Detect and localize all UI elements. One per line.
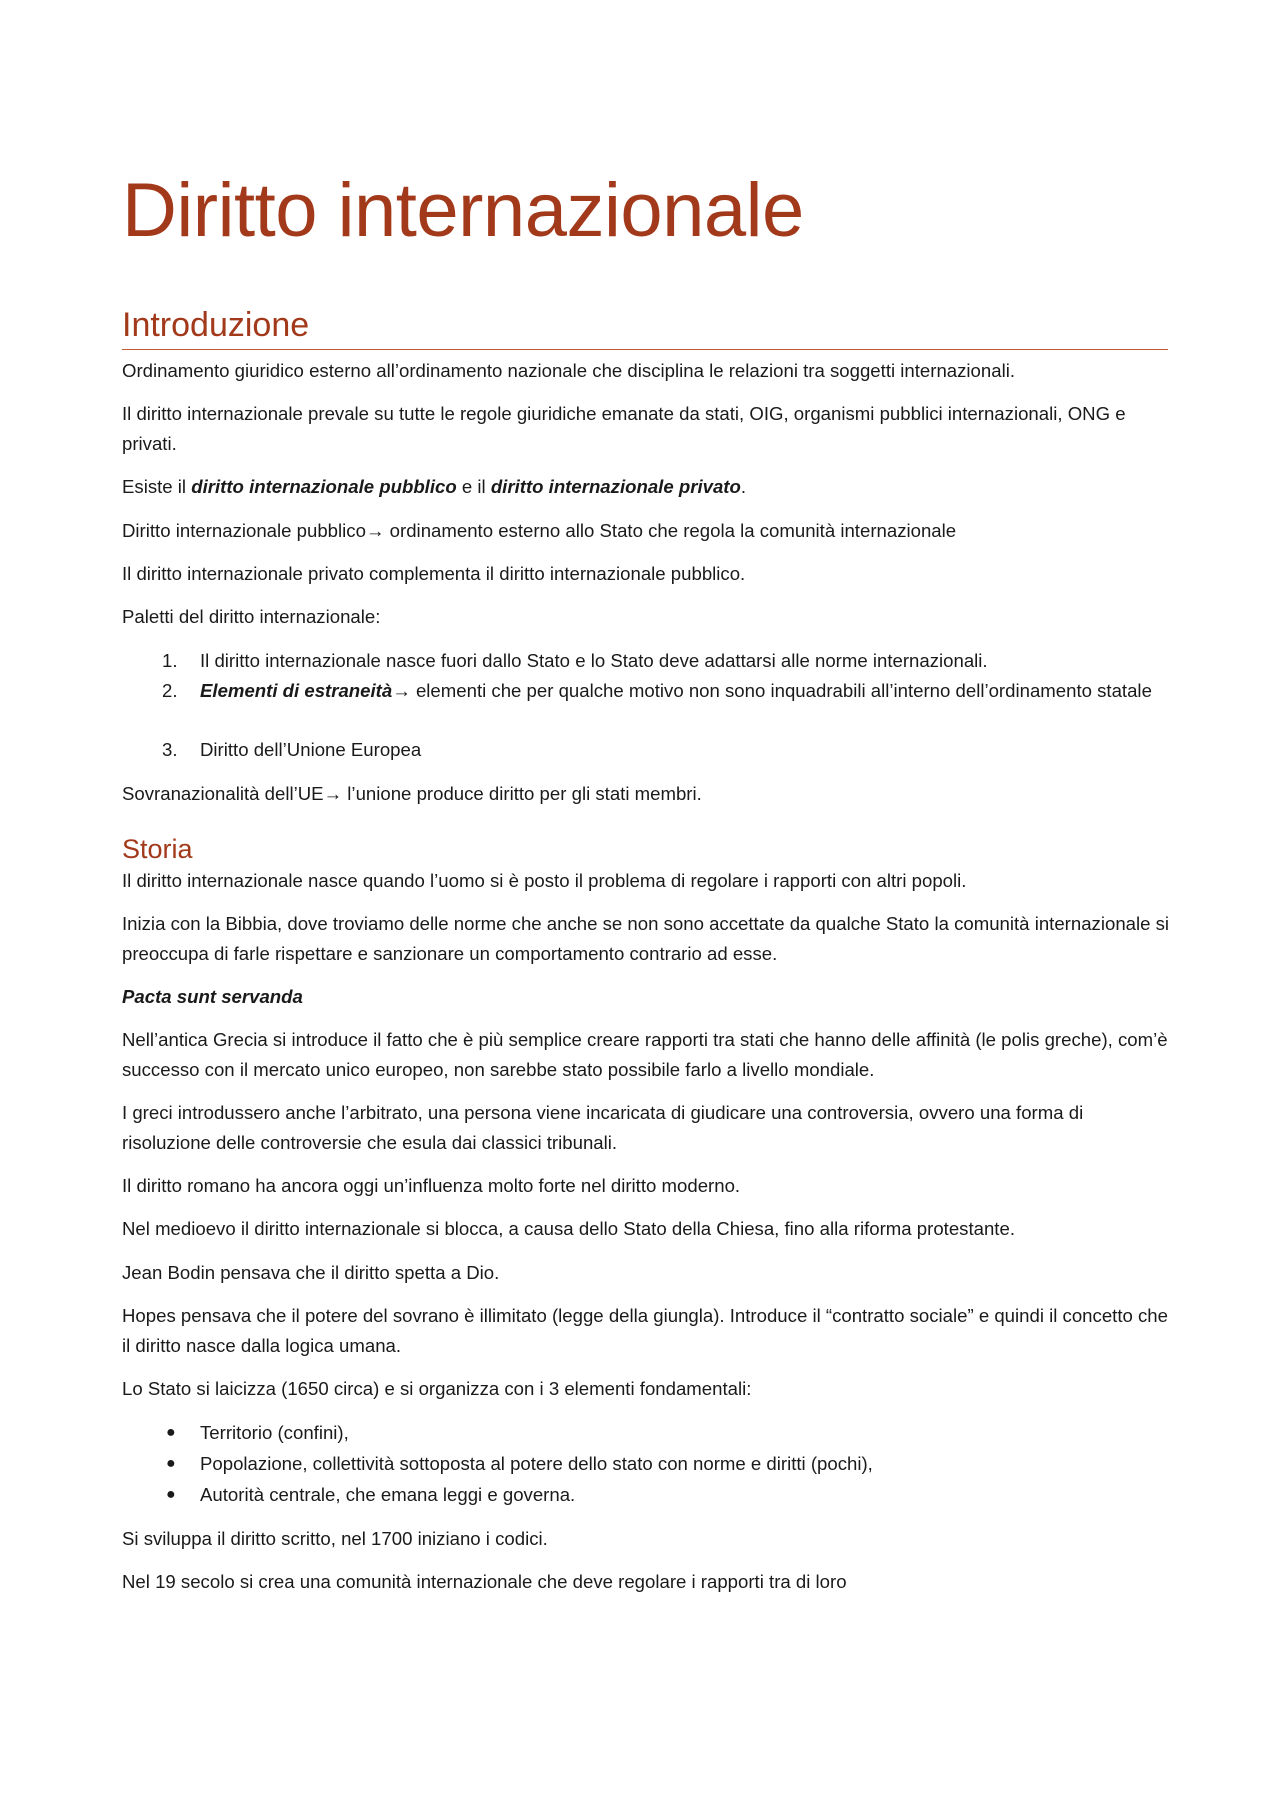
storia-paragraph-2: Inizia con la Bibbia, dove troviamo delle norme che anche se non sono accettate da qualche Stato la comunità internazionale si preoccupa di farle rispettare e sanzionare un comportamento contrario ad esse. bbox=[122, 913, 1170, 964]
storia-paragraph-6: Il diritto romano ha ancora oggi un’influenza molto forte nel diritto moderno. bbox=[122, 1175, 741, 1196]
list-item-text: Popolazione, collettività sottoposta al potere dello stato con norme e diritti (pochi), bbox=[200, 1453, 873, 1474]
emphasis-public-law: diritto internazionale pubblico bbox=[191, 476, 457, 497]
text-run: e il bbox=[456, 476, 491, 497]
text-run: . bbox=[740, 476, 747, 497]
bullet-icon: ● bbox=[166, 1455, 176, 1472]
heading-introduzione: Introduzione bbox=[122, 304, 1168, 350]
bullet-list-item bbox=[166, 1418, 1160, 1448]
storia-paragraph-9: Hopes pensava che il potere del sovrano è illimitato (legge della giungla). Introduce il “contratto sociale” e quindi il concetto che il diritto nasce dalla logica umana. bbox=[122, 1305, 1168, 1356]
numbered-list-item bbox=[162, 735, 1160, 765]
storia-latin-phrase: Pacta sunt servanda bbox=[122, 986, 303, 1007]
storia-paragraph-12: Nel 19 secolo si crea una comunità internazionale che deve regolare i rapporti tra di loro bbox=[122, 1571, 847, 1592]
list-item-text: Autorità centrale, che emana leggi e governa. bbox=[200, 1484, 576, 1505]
list-number: 3. bbox=[162, 739, 178, 760]
intro-paragraph-7: Sovranazionalità dell’UE→ l’unione produce diritto per gli stati membri. bbox=[122, 783, 702, 804]
list-item-text: Territorio (confini), bbox=[200, 1422, 349, 1443]
bullet-list-item bbox=[166, 1449, 1160, 1479]
storia-paragraph-10: Lo Stato si laicizza (1650 circa) e si organizza con i 3 elementi fondamentali: bbox=[122, 1378, 752, 1399]
bullet-icon: ● bbox=[166, 1486, 176, 1503]
numbered-list-item bbox=[162, 676, 1160, 706]
storia-paragraph-8: Jean Bodin pensava che il diritto spetta a Dio. bbox=[122, 1262, 500, 1283]
storia-paragraph-11: Si sviluppa il diritto scritto, nel 1700 iniziano i codici. bbox=[122, 1528, 548, 1549]
document-title: Diritto internazionale bbox=[122, 168, 804, 253]
list-number: 1. bbox=[162, 650, 178, 671]
numbered-list-item bbox=[162, 646, 1160, 676]
storia-paragraph-5: I greci introdussero anche l’arbitrato, una persona viene incaricata di giudicare una controversia, ovvero una forma di risoluzione delle controversie che esula dai classici tribunali. bbox=[122, 1102, 1084, 1153]
intro-paragraph-6: Paletti del diritto internazionale: bbox=[122, 606, 381, 627]
list-number: 2. bbox=[162, 680, 178, 701]
storia-paragraph-1: Il diritto internazionale nasce quando l’uomo si è posto il problema di regolare i rapporti con altri popoli. bbox=[122, 870, 967, 891]
emphasis-private-law: diritto internazionale privato bbox=[490, 476, 741, 497]
intro-paragraph-5: Il diritto internazionale privato complementa il diritto internazionale pubblico. bbox=[122, 563, 746, 584]
intro-paragraph-1: Ordinamento giuridico esterno all’ordinamento nazionale che disciplina le relazioni tra soggetti internazionali. bbox=[122, 360, 1016, 381]
bullet-list-item bbox=[166, 1480, 1160, 1510]
intro-paragraph-4: Diritto internazionale pubblico→ ordinamento esterno allo Stato che regola la comunità internazionale bbox=[122, 520, 957, 541]
emphasis-estraneita: Elementi di estraneità bbox=[200, 680, 393, 701]
storia-paragraph-7: Nel medioevo il diritto internazionale si blocca, a causa dello Stato della Chiesa, fino alla riforma protestante. bbox=[122, 1218, 1015, 1239]
list-item-text: Diritto dell’Unione Europea bbox=[200, 739, 422, 760]
intro-paragraph-3 bbox=[122, 472, 1172, 502]
intro-paragraph-2: Il diritto internazionale prevale su tutte le regole giuridiche emanate da stati, OIG, organismi pubblici internazionali, ONG e privati. bbox=[122, 403, 1126, 454]
bullet-icon: ● bbox=[166, 1424, 176, 1441]
storia-paragraph-4: Nell’antica Grecia si introduce il fatto che è più semplice creare rapporti tra stati che hanno delle affinità (le polis greche), com’è successo con il mercato unico europeo, non sarebbe stato possibile farlo a livello mondiale. bbox=[122, 1029, 1168, 1080]
text-run: Esiste il bbox=[122, 476, 192, 497]
heading-storia: Storia bbox=[122, 834, 193, 864]
list-item-text: Il diritto internazionale nasce fuori dallo Stato e lo Stato deve adattarsi alle norme internazionali. bbox=[200, 650, 988, 671]
list-item-text: → elementi che per qualche motivo non sono inquadrabili all’interno dell’ordinamento statale bbox=[392, 680, 1152, 701]
